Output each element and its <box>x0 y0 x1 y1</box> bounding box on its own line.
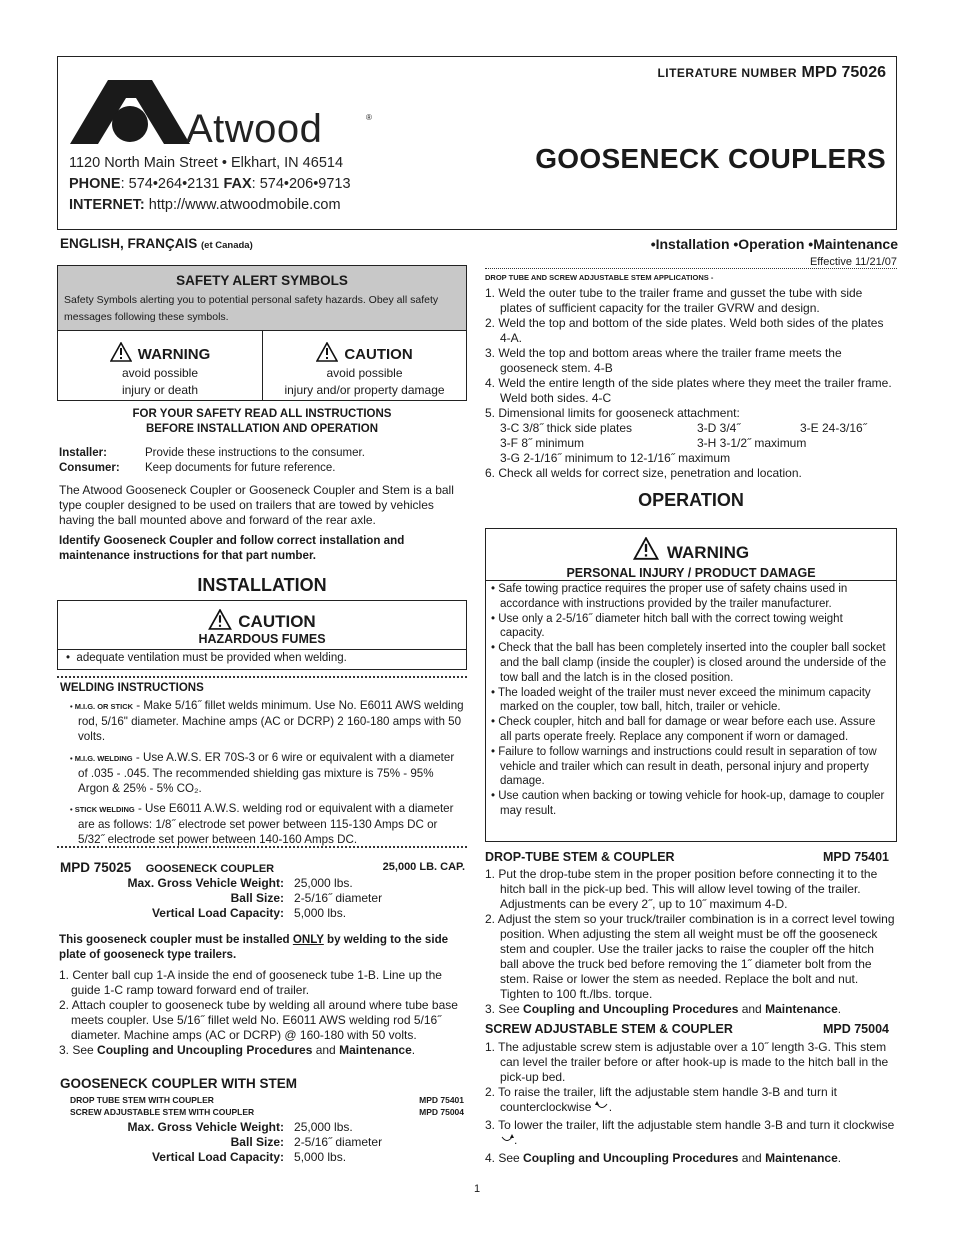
list-item: • Safe towing practice requires the proper use of safety chains used in accordance with instructions provided by the trailer manufacturer. <box>491 583 848 610</box>
divider <box>57 676 467 678</box>
divider <box>57 846 467 848</box>
dimension-row: 3-F 8˝ minimum 3-H 3-1/2˝ maximum <box>500 436 807 450</box>
registered-mark: ® <box>366 113 372 122</box>
screw-stem-heading: SCREW ADJUSTABLE STEM & COUPLER MPD 75004 <box>485 1022 889 1036</box>
list-item: • Use caution when backing or towing vehicle for hook-up, damage to coupler may result. <box>491 790 885 817</box>
list-item: 3. See Coupling and Uncoupling Procedures and Maintenance. <box>59 1043 416 1057</box>
warning-triangle-icon <box>110 342 132 362</box>
divider <box>485 268 897 269</box>
phone-line: PHONE: 574•264•2131 FAX: 574•206•9713 <box>69 176 351 192</box>
page-number: 1 <box>473 1183 481 1195</box>
topics: •Installation •Operation •Maintenance <box>650 236 898 252</box>
literature-number: LITERATURE NUMBER MPD 75026 <box>657 64 886 81</box>
list-item: 1. Center ball cup 1-A inside the end of gooseneck tube 1-B. Line up the guide 1-C ramp toward forward end of trailer. <box>59 968 442 997</box>
list-item: • Check coupler, hitch and ball for damage or wear before each use. Assure all parts operate freely. Replace any component if worn or damaged. <box>491 716 876 743</box>
list-item: 3. To lower the trailer, lift the adjustable stem handle 3-B and turn it clockwise . <box>485 1118 895 1147</box>
caution-subtitle: HAZARDOUS FUMES <box>198 632 326 646</box>
list-item: • STICK WELDING - Use E6011 A.W.S. welding rod or equivalent with a diameter are as follows: 1/8˝ electrode set power between 115-130 Amps DC or 5/32˝ electrode set power between 140-160 Amps DC. <box>70 802 454 846</box>
identify-paragraph: Identify Gooseneck Coupler and follow correct installation and maintenance instructions for that part number. <box>59 534 405 562</box>
stem-models: DROP TUBE STEM WITH COUPLER MPD 75401 SCREW ADJUSTABLE STEM WITH COUPLER MPD 75004 <box>70 1095 464 1117</box>
list-item: 1. Weld the outer tube to the trailer frame and gusset the tube with side plates of sufficient capacity for the trailer GVRW and design. <box>485 286 863 315</box>
caution-triangle-icon <box>208 609 232 630</box>
stem-heading: GOOSENECK COUPLER WITH STEM <box>60 1076 298 1091</box>
list-item: • Use only a 2-5/16˝ diameter hitch ball with the correct towing weight capacity. <box>491 612 843 640</box>
warning-text: avoid possible <box>121 366 199 380</box>
applications-list <box>485 286 895 481</box>
company-name: Atwood <box>186 107 323 151</box>
list-item: 3. See Coupling and Uncoupling Procedures and Maintenance. <box>485 1002 842 1016</box>
list-item: • Failure to follow warnings and instructions could result in separation of tow vehicle and trailer which can result in death, personal injury and property damage. <box>491 745 877 788</box>
list-item: 2. Weld the top and bottom of the side plates. Weld both sides of the plates 4-A. <box>485 316 884 345</box>
list-item: • Check that the ball has been completely inserted into the coupler ball socket and the ball clamp (inside the coupler) is closed around the underside of the tow ball and the latch is in the closed position. <box>491 642 887 684</box>
atwood-logo-icon <box>70 80 190 146</box>
operation-warning-box <box>485 528 897 842</box>
list-item: 2. Attach coupler to gooseneck tube by welding all around where tube base meets coupler. Use 5/16˝ fillet weld No. E6011 AWS welding rod 5/16˝ diameter. Machine amps (AC or DCRP) @ 160-180 with 50 volts. <box>59 998 458 1042</box>
list-item: 2. Adjust the stem so your truck/trailer combination is in a correct level towing position. When adjusting the stem all weight must be off the gooseneck stem and coupler. Use the trailer jacks to raise the coupler off the hitch ball above the truck bed before removing the 1˝ diameter bolt from the stem. Raise or lower the stem as needed. Replace the bolt and nut. Tighten to 100 ft./lbs. torque. <box>485 912 895 1001</box>
dimension-row: 3-C 3/8˝ thick side plates 3-D 3/4˝ 3-E 24-3/16˝ <box>500 421 867 435</box>
drop-tube-heading: DROP-TUBE STEM & COUPLER MPD 75401 <box>485 850 889 864</box>
drop-tube-steps <box>485 867 895 1017</box>
welding-list <box>70 698 466 847</box>
warning-symbol-box <box>58 331 263 400</box>
warning-subtitle: PERSONAL INJURY / PRODUCT DAMAGE <box>566 566 816 580</box>
audience-list: Installer: Provide these instructions to the consumer. Consumer: Keep documents for future reference. <box>59 447 365 474</box>
list-item: 1. Put the drop-tube stem in the proper position before connecting it to the hitch ball in the pick-up bed. This will allow level towing of the trailer. Adjustments can be every 2˝, up to 10˝ maximum 4-D. <box>485 867 878 911</box>
safety-text: Safety Symbols alerting you to potential personal safety hazards. Obey all safety messages following these symbols. <box>64 294 439 323</box>
safety-title: SAFETY ALERT SYMBOLS <box>176 273 348 288</box>
mpd-75025-specs: Max. Gross Vehicle Weight: 25,000 lbs. Ball Size: 2-5/16˝ diameter Vertical Load Capacity: 5,000 lbs. <box>127 876 383 920</box>
caution-text: avoid possible <box>326 366 403 380</box>
warning-label: WARNING <box>137 346 211 363</box>
caution-fumes-box <box>57 600 467 670</box>
caution-triangle-icon <box>316 342 338 362</box>
safety-alert-box <box>57 265 467 401</box>
screw-stem-steps <box>485 1040 895 1166</box>
caution-label: CAUTION <box>238 612 316 631</box>
list-item: 3. Weld the top and bottom areas where the trailer frame meets the gooseneck stem. 4-B <box>485 346 842 375</box>
address: 1120 North Main Street • Elkhart, IN 46514 <box>69 155 344 171</box>
read-instructions: FOR YOUR SAFETY READ ALL INSTRUCTIONS BEFORE INSTALLATION AND OPERATION <box>132 408 392 435</box>
caution-symbol-box <box>263 331 466 400</box>
dimension-row: 3-G 2-1/16˝ minimum to 12-1/16˝ maximum <box>500 451 731 465</box>
operation-heading: OPERATION <box>638 490 744 510</box>
applications-heading: DROP TUBE AND SCREW ADJUSTABLE STEM APPLICATIONS - <box>485 273 714 282</box>
intro-paragraph: The Atwood Gooseneck Coupler or Gooseneck Coupler and Stem is a ball type coupler designed to be used on trailers that are towed by vehicles having the ball mounted above and forward of the rear axle. <box>59 483 454 527</box>
caution-text: injury and/or property damage <box>284 383 445 397</box>
stem-specs: Max. Gross Vehicle Weight: 25,000 lbs. Ball Size: 2-5/16˝ diameter Vertical Load Capacity: 5,000 lbs. <box>127 1120 383 1164</box>
list-item: • M.I.G. WELDING - Use A.W.S. ER 70S-3 or 6 wire or equivalent with a diameter of .035 - .045. The recommended shielding gas mixture is 75% - 95% Argon & 25% - 5% CO₂. <box>70 751 455 795</box>
counterclockwise-arrow-icon <box>595 1101 609 1111</box>
caution-item: • adequate ventilation must be provided when welding. <box>58 649 466 664</box>
warning-triangle-icon <box>633 537 659 560</box>
list-item: 4. Weld the entire length of the side plates where they meet the trailer frame. Weld both sides. 4-C <box>485 376 892 405</box>
mpd-75025-line: MPD 75025 GOOSENECK COUPLER 25,000 LB. CAP. <box>60 860 465 875</box>
warning-text: injury or death <box>121 383 199 397</box>
welding-heading: WELDING INSTRUCTIONS <box>60 682 204 694</box>
installation-heading: INSTALLATION <box>197 575 327 595</box>
languages: ENGLISH, FRANÇAIS (et Canada) <box>60 236 253 251</box>
company-address-block <box>69 153 351 216</box>
warning-list <box>486 580 896 819</box>
list-item: 1. The adjustable screw stem is adjustable over a 10˝ length 3-G. This stem can level the trailer before or after hook-up is made to the hitch ball in the pick-up bed. <box>485 1040 889 1084</box>
install-steps <box>59 968 466 1058</box>
caution-label: CAUTION <box>344 346 413 363</box>
list-item: • M.I.G. OR STICK - Make 5/16˝ fillet welds minimum. Use No. E6011 AWS welding rod, 5/16" diameter. Machine amps (AC or DCRP) 2 160-180 amps with 50 volts. <box>70 699 464 743</box>
list-item: 5. Dimensional limits for gooseneck attachment: <box>485 406 740 420</box>
list-item: 6. Check all welds for correct size, penetration and location. <box>485 466 802 480</box>
list-item: • The loaded weight of the trailer must never exceed the minimum capacity marked on the coupler, tow ball, hitch, trailer or vehicle. <box>491 686 871 714</box>
weld-only-note: This gooseneck coupler must be installed ONLY by welding to the side plate of gooseneck type trailers. <box>59 933 449 961</box>
effective-date: Effective 11/21/07 <box>809 256 897 268</box>
list-item: 2. To raise the trailer, lift the adjustable stem handle 3-B and turn it counterclockwise . <box>485 1085 837 1114</box>
list-item: 4. See Coupling and Uncoupling Procedures and Maintenance. <box>485 1151 842 1165</box>
clockwise-arrow-icon <box>500 1134 514 1144</box>
internet-line: INTERNET: http://www.atwoodmobile.com <box>69 197 341 213</box>
document-title: GOOSENECK COUPLERS <box>535 143 886 174</box>
warning-label: WARNING <box>666 543 750 562</box>
